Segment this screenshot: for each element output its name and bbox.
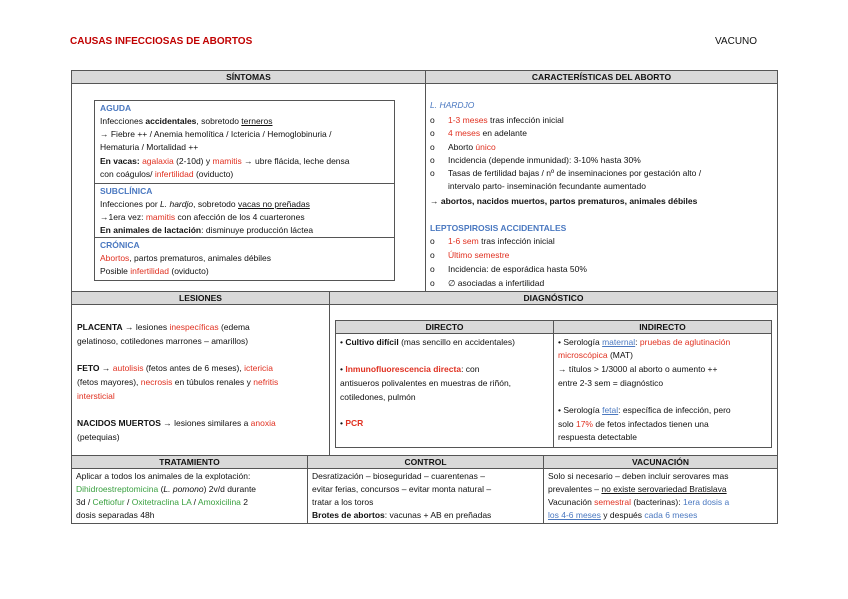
tratamiento-line-3: 3d / Ceftiofur / Oxitetraclina LA / Amoxicilina 2 bbox=[76, 497, 249, 507]
indirecto-item-2c: respuesta detectable bbox=[558, 432, 637, 442]
indirecto-item-2: • Serología fetal: específica de infección, pero bbox=[558, 405, 731, 415]
nacidos-line-2: (petequias) bbox=[77, 432, 120, 442]
caracteristicas-header: CARACTERÍSTICAS DEL ABORTO bbox=[425, 70, 778, 84]
tratamiento-line-2: Dihidroestreptomicina (L. pomono) 2v/d durante bbox=[76, 484, 257, 494]
directo-item-2: • Inmunofluorescencia directa: con bbox=[340, 364, 480, 374]
directo-item-1: • Cultivo difícil (mas sencillo en accidentales) bbox=[340, 337, 515, 347]
indirecto-item-1b: microscópica (MAT) bbox=[558, 350, 633, 360]
lesiones-header: LESIONES bbox=[71, 291, 330, 305]
vacunacion-line-1: Solo si necesario – deben incluir serovares mas bbox=[548, 471, 729, 481]
bullet: o bbox=[430, 264, 435, 274]
aguda-title: AGUDA bbox=[100, 103, 132, 113]
control-line-3: tratar a los toros bbox=[312, 497, 374, 507]
lepto-item-3: Incidencia: de esporádica hasta 50% bbox=[448, 264, 587, 274]
directo-cell bbox=[335, 333, 554, 448]
nacidos-line-1: NACIDOS MUERTOS → lesiones similares a anoxia bbox=[77, 418, 276, 428]
diagnostico-header: DIAGNÓSTICO bbox=[329, 291, 778, 305]
placenta-line-2: gelatinoso, cotiledones marrones – amarillos) bbox=[77, 336, 249, 346]
control-header: CONTROL bbox=[307, 455, 544, 469]
bullet: o bbox=[430, 250, 435, 260]
directo-item-2b: antisueros polivalentes en muestras de riñón, bbox=[340, 378, 512, 388]
vacunacion-line-2: prevalentes – no existe serovariedad Bratislava bbox=[548, 484, 727, 494]
directo-item-2c: cotiledones, pulmón bbox=[340, 392, 416, 402]
bullet: o bbox=[430, 168, 435, 178]
lepto-title: LEPTOSPIROSIS ACCIDENTALES bbox=[430, 223, 567, 233]
subclinica-line-1: Infecciones por L. hardjo, sobretodo vacas no preñadas bbox=[100, 199, 310, 209]
feto-line-1: FETO → autolisis (fetos antes de 6 meses), ictericia bbox=[77, 363, 273, 373]
aguda-line-2: → Fiebre ++ / Anemia hemolítica / Ictericia / Hemoglobinuria / bbox=[100, 129, 332, 139]
lepto-item-2: Último semestre bbox=[448, 250, 510, 260]
lepto-item-1: 1-6 sem tras infección inicial bbox=[448, 236, 555, 246]
feto-line-2: (fetos mayores), necrosis en túbulos renales y nefritis bbox=[77, 377, 279, 387]
placenta-line-1: PLACENTA → lesiones inespecíficas (edema bbox=[77, 322, 250, 332]
indirecto-item-1d: entre 2-3 sem = diagnóstico bbox=[558, 378, 664, 388]
hardjo-title: L. HARDJO bbox=[430, 100, 475, 110]
bullet: o bbox=[430, 115, 435, 125]
indirecto-item-1: • Serología maternal: pruebas de aglutinación bbox=[558, 337, 731, 347]
hardjo-item-5b: intervalo parto- inseminación fecundante aumentado bbox=[448, 181, 646, 191]
sintomas-header: SÍNTOMAS bbox=[71, 70, 426, 84]
subclinica-line-2: →1era vez: mamitis con afección de los 4 cuarterones bbox=[100, 212, 305, 222]
directo-item-3: • PCR bbox=[340, 418, 364, 428]
vacunacion-line-3: Vacunación semestral (bacterinas): 1era dosis a bbox=[548, 497, 730, 507]
control-line-4: Brotes de abortos: vacunas + AB en preñadas bbox=[312, 510, 492, 520]
cronica-line-2: Posible infertilidad (oviducto) bbox=[100, 266, 209, 276]
subclinica-title: SUBCLÍNICA bbox=[100, 186, 153, 196]
aguda-line-1: Infecciones accidentales, sobretodo terneros bbox=[100, 116, 273, 126]
page-title: CAUSAS INFECCIOSAS DE ABORTOS bbox=[70, 36, 253, 47]
aguda-line-5: con coágulos/ infertilidad (oviducto) bbox=[100, 169, 234, 179]
bullet: o bbox=[430, 128, 435, 138]
indirecto-item-1c: → títulos > 1/3000 al aborto o aumento ++ bbox=[558, 364, 718, 374]
indirecto-item-2b: solo 17% de fetos infectados tienen una bbox=[558, 419, 709, 429]
subclinica-line-3: En animales de lactación: disminuye producción láctea bbox=[100, 225, 314, 235]
directo-header: DIRECTO bbox=[335, 320, 554, 334]
vacunacion-header: VACUNACIÓN bbox=[543, 455, 778, 469]
tratamiento-header: TRATAMIENTO bbox=[71, 455, 308, 469]
bullet: o bbox=[430, 142, 435, 152]
hardjo-item-3: Aborto único bbox=[448, 142, 496, 152]
control-line-1: Desratización – bioseguridad – cuarentenas – bbox=[312, 471, 485, 481]
bullet: o bbox=[430, 155, 435, 165]
control-line-2: evitar ferias, concursos – evitar monta natural – bbox=[312, 484, 492, 494]
lepto-item-4: ∅ asociadas a infertilidad bbox=[448, 278, 545, 288]
feto-line-3: intersticial bbox=[77, 391, 115, 401]
cronica-line-1: Abortos, partos prematuros, animales débiles bbox=[100, 253, 272, 263]
indirecto-header: INDIRECTO bbox=[553, 320, 772, 334]
aguda-line-4: En vacas: agalaxia (2-10d) y mamitis → ubre flácida, leche densa bbox=[100, 156, 350, 166]
tratamiento-line-1: Aplicar a todos los animales de la explotación: bbox=[76, 471, 251, 481]
hardjo-conclusion: → abortos, nacidos muertos, partos prematuros, animales débiles bbox=[430, 196, 698, 206]
bullet: o bbox=[430, 278, 435, 288]
species-tag: VACUNO bbox=[715, 36, 758, 47]
aguda-line-3: Hematuria / Mortalidad ++ bbox=[100, 142, 199, 152]
bullet: o bbox=[430, 236, 435, 246]
hardjo-item-4: Incidencia (depende inmunidad): 3-10% hasta 30% bbox=[448, 155, 641, 165]
hardjo-item-1: 1-3 meses tras infección inicial bbox=[448, 115, 564, 125]
vacunacion-line-4: los 4-6 meses y después cada 6 meses bbox=[548, 510, 698, 520]
cronica-title: CRÓNICA bbox=[100, 240, 140, 250]
tratamiento-line-4: dosis separadas 48h bbox=[76, 510, 155, 520]
hardjo-item-2: 4 meses en adelante bbox=[448, 128, 527, 138]
hardjo-item-5: Tasas de fertilidad bajas / nº de inseminaciones por gestación alto / bbox=[448, 168, 702, 178]
